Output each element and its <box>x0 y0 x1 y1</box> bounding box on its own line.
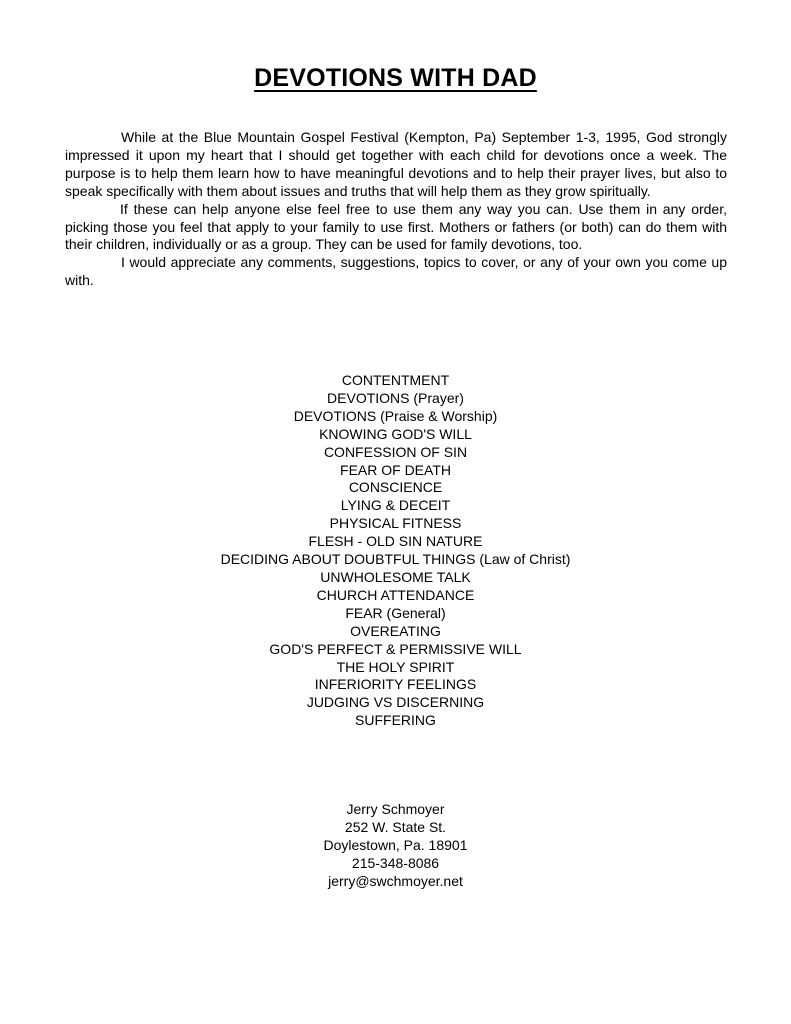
topic-item: THE HOLY SPIRIT <box>336 658 455 675</box>
document-title: DEVOTIONS WITH DAD <box>254 64 537 92</box>
topic-item: SUFFERING <box>355 712 436 729</box>
contact-name: Jerry Schmoyer <box>346 801 445 817</box>
topic-item: FLESH - OLD SIN NATURE <box>308 533 483 550</box>
intro-paragraph: I would appreciate any comments, suggestions, topics to cover, or any of your own you come up with. <box>65 254 727 289</box>
topic-item: DEVOTIONS (Prayer) <box>327 389 464 406</box>
topic-item: JUDGING VS DISCERNING <box>306 694 485 711</box>
topic-item: CONSCIENCE <box>348 479 443 496</box>
topic-list <box>0 372 791 730</box>
topic-item: INFERIORITY FEELINGS <box>314 676 477 693</box>
intro-paragraph: If these can help anyone else feel free to use them any way you can. Use them in any order, picking those you feel that apply to your family to use first. Mothers or fathers (or both) can do them with their children, individually or as a group. They can be used for family devotions, too. <box>65 200 727 253</box>
topic-item: LYING & DECEIT <box>340 497 451 514</box>
topic-item: CONTENTMENT <box>341 372 450 388</box>
topic-item: DECIDING ABOUT DOUBTFUL THINGS (Law of Christ) <box>220 551 571 568</box>
topic-item: UNWHOLESOME TALK <box>320 568 471 585</box>
intro-text <box>65 129 727 290</box>
topic-item: CONFESSION OF SIN <box>323 443 468 460</box>
topic-item: PHYSICAL FITNESS <box>329 515 462 532</box>
contact-city: Doylestown, Pa. 18901 <box>323 837 468 853</box>
topic-item: FEAR OF DEATH <box>340 461 451 478</box>
contact-phone: 215-348-8086 <box>351 855 440 871</box>
topic-item: FEAR (General) <box>345 604 446 621</box>
topic-item: DEVOTIONS (Praise & Worship) <box>293 407 498 424</box>
contact-street: 252 W. State St. <box>344 819 447 835</box>
topic-item: OVEREATING <box>350 622 441 639</box>
intro-paragraph: While at the Blue Mountain Gospel Festival (Kempton, Pa) September 1-3, 1995, God strongly impressed it upon my heart that I should get together with each child for devotions once a week. The purpose is to help them learn how to have meaningful devotions and to help their prayer lives, but also to speak specifically with them about issues and truths that will help them as they grow spiritually. <box>65 129 727 199</box>
contact-email: jerry@swchmoyer.net <box>328 873 463 889</box>
contact-block <box>0 800 791 890</box>
topic-item: GOD'S PERFECT & PERMISSIVE WILL <box>269 640 522 657</box>
topic-item: CHURCH ATTENDANCE <box>316 586 475 603</box>
topic-item: KNOWING GOD'S WILL <box>319 425 472 442</box>
